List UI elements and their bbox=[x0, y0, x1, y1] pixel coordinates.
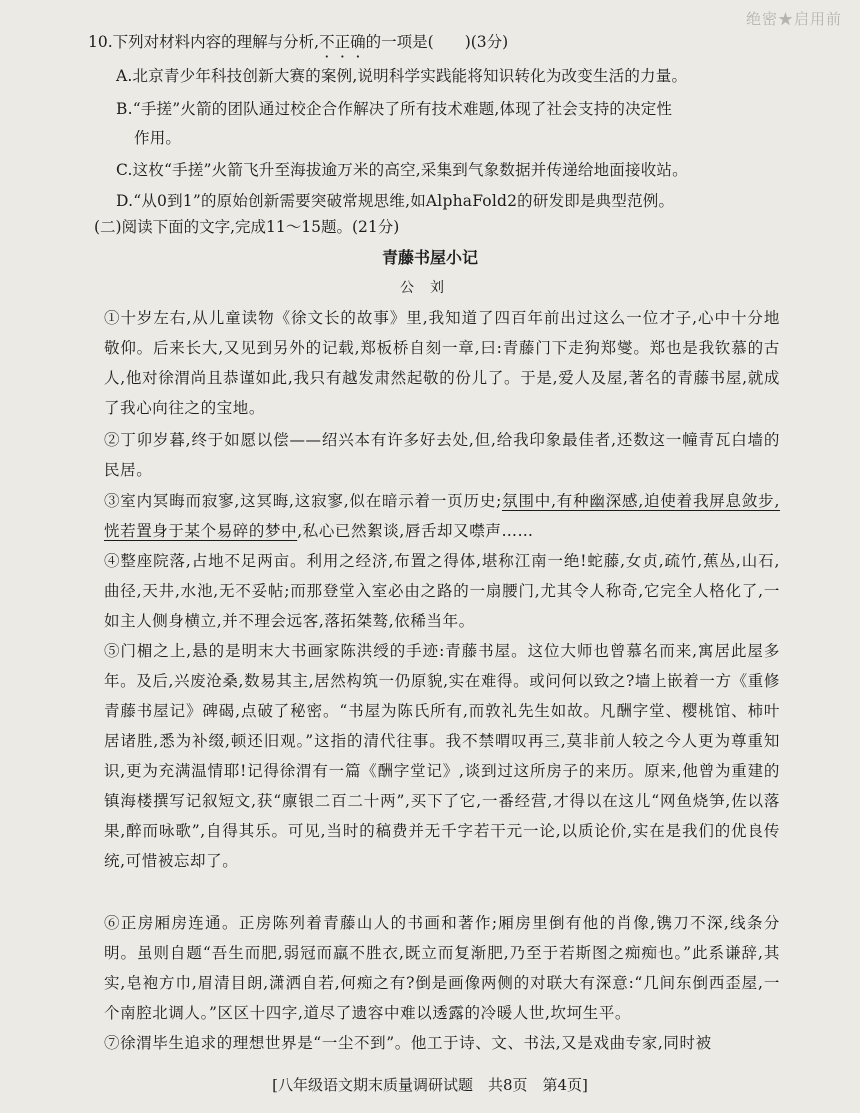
paragraph-3-end: ,私心已然絮谈,唇舌却又噤声…… bbox=[297, 522, 534, 540]
section-heading: (二)阅读下面的文字,完成11～15题。(21分) bbox=[94, 218, 400, 236]
option-d: D.“从0到1”的原始创新需要突破常规思维,如AlphaFold2的研发即是典型范例。 bbox=[116, 192, 675, 210]
option-b: B.“手搓”火箭的团队通过校企合作解决了所有技术难题,体现了社会支持的决定性 bbox=[116, 100, 673, 118]
option-a: A.北京青少年科技创新大赛的案例,说明科学实践能将知识转化为改变生活的力量。 bbox=[116, 67, 688, 85]
paragraph-4: ④整座院落,占地不足两亩。利用之经济,布置之得体,堪称江南一绝!蛇藤,女贞,疏竹,蕉丛,山石,曲径,天井,水池,无不妥帖;而那登堂入室必由之路的一扇腰门,尤其令人称奇,它完全人格化了,一如主人侧身横立,并不理会远客,落拓桀骜,依稀当年。 bbox=[104, 552, 780, 630]
paragraph-1: ①十岁左右,从儿童读物《徐文长的故事》里,我知道了四百年前出过这么一位才子,心中十分地敬仰。后来长大,又见到另外的记载,郑板桥自刻一章,曰:青藤门下走狗郑燮。郑也是我钦慕的古人,他对徐渭尚且恭谨如此,我只有越发肃然起敬的份儿了。于是,爱人及屋,著名的青藤书屋,就成了我心向往之的宝地。 bbox=[104, 309, 780, 417]
underlined-sentence: 氛围中,有种幽深感,迫使着我屏息敛步,恍若置身于某个易碎的梦中 bbox=[104, 492, 780, 540]
paragraph-5: ⑤门楣之上,悬的是明末大书画家陈洪绶的手迹:青藤书屋。这位大师也曾慕名而来,寓居此屋多年。及后,兴废沧桑,数易其主,居然构筑一仍原貌,实在难得。或问何以致之?墙上嵌着一方《重修青藤书屋记》碑碣,点破了秘密。“书屋为陈氏所有,而敦礼先生如故。凡酬字堂、樱桃馆、柿叶居诸胜,悉为补缀,顿还旧观。”这指的清代往事。我不禁喟叹再三,莫非前人较之今人更为尊重知识,更为充满温情耶!记得徐渭有一篇《酬字堂记》,谈到过这所房子的来历。原来,他曾为重建的镇海楼撰写记叙短文,获“廪银二百二十两”,买下了它,一番经营,才得以在这儿“网鱼烧笋,佐以落果,醉而咏歌”,自得其乐。可见,当时的稿费并无千字若干元一论,以质论价,实在是我们的优良传统,可惜被忘却了。 bbox=[104, 642, 780, 870]
paragraph-3 bbox=[104, 486, 780, 546]
paragraph-7: ⑦徐渭毕生追求的理想世界是“一尘不到”。他工于诗、文、书法,又是戏曲专家,同时被 bbox=[104, 1034, 712, 1052]
emphasis-char: 不 bbox=[319, 33, 335, 51]
option-c: C.这枚“手搓”火箭飞升至海拔逾万米的高空,采集到气象数据并传递给地面接收站。 bbox=[116, 161, 688, 179]
question-10-suffix: 的一项是( )(3分) bbox=[365, 33, 509, 51]
emphasis-char: 确 bbox=[350, 33, 366, 51]
paragraph-6: ⑥正房厢房连通。正房陈列着青藤山人的书画和著作;厢房里倒有他的肖像,镌刀不深,线条分明。虽则自题“吾生而肥,弱冠而羸不胜衣,既立而复渐肥,乃至于若斯图之痴痴也。”此系谦辞,其实,皂袍方巾,眉清目朗,潇洒自若,何痴之有?倒是画像两侧的对联大有深意:“几间东倒西歪屋,一个南腔北调人。”区区十四字,道尽了遗容中难以透露的冷暖人世,坎坷生平。 bbox=[104, 914, 780, 1022]
paragraph-3-text: ③室内冥晦而寂寥,这冥晦,这寂寥,似在暗示着一页历史; bbox=[104, 492, 502, 510]
question-10-prefix: 10.下列对材料内容的理解与分析, bbox=[88, 33, 320, 51]
emphasis-char: 正 bbox=[334, 33, 351, 51]
article-author: 公刘 bbox=[400, 280, 460, 296]
question-10 bbox=[88, 30, 508, 52]
page-footer: [八年级语文期末质量调研试题 共8页 第4页] bbox=[272, 1076, 588, 1094]
paragraph-2: ②丁卯岁暮,终于如愿以偿——绍兴本有许多好去处,但,给我印象最佳者,还数这一幢青瓦白墙的民居。 bbox=[104, 431, 780, 479]
option-b-cont: 作用。 bbox=[134, 129, 182, 147]
article-title: 青藤书屋小记 bbox=[381, 248, 478, 267]
watermark-text: 绝密★启用前 bbox=[745, 10, 842, 28]
